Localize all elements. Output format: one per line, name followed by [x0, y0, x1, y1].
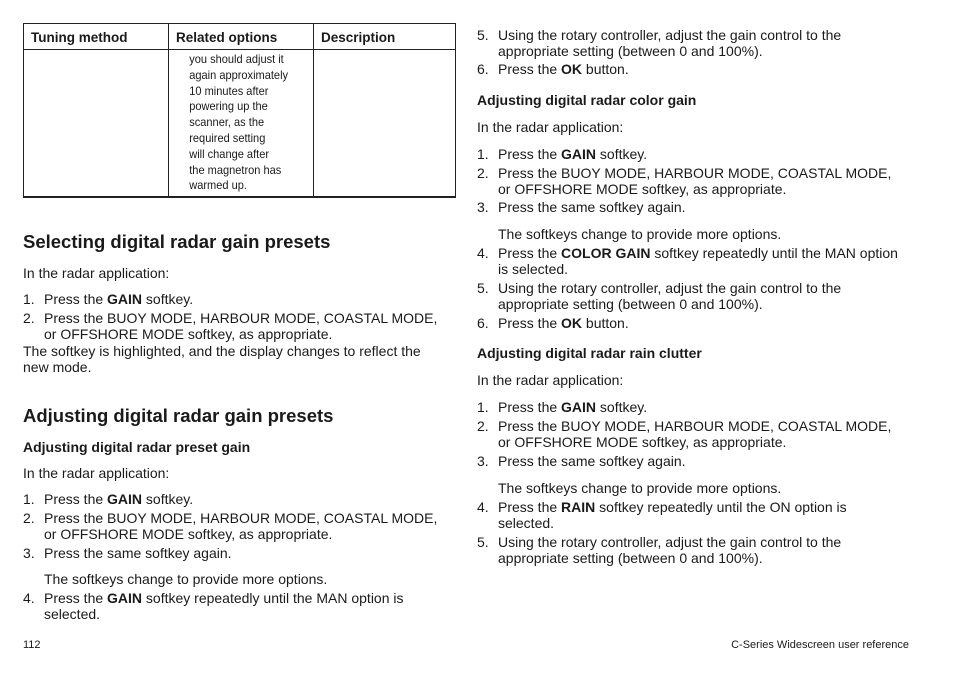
- step-text: softkey repeatedly until the MAN option is: [142, 590, 404, 606]
- section-title-selecting-gain-presets: Selecting digital radar gain presets: [23, 231, 331, 252]
- intro-text: In the radar application:: [477, 372, 624, 388]
- softkey-name: GAIN: [107, 491, 143, 507]
- step-number: 2.: [23, 510, 35, 526]
- step-text: Press the: [44, 491, 108, 507]
- step-number: 1.: [477, 399, 489, 415]
- tuning-table: [23, 23, 456, 198]
- step-number: 4.: [23, 590, 35, 606]
- note-line: new mode.: [23, 359, 92, 375]
- softkey-name: GAIN: [561, 399, 597, 415]
- step-number: 3.: [23, 545, 35, 561]
- step-text: Press the: [498, 245, 562, 261]
- step-text: Press the: [498, 146, 562, 162]
- step-number: 1.: [23, 291, 35, 307]
- step-number: 2.: [477, 165, 489, 181]
- step-number: 1.: [23, 491, 35, 507]
- step-text: softkey.: [596, 399, 648, 415]
- softkey-name: COLOR GAIN: [561, 245, 651, 261]
- step-text: Press the same softkey again.: [44, 545, 232, 561]
- step-text: softkey repeatedly until the MAN option: [650, 245, 898, 261]
- table-header-row: [24, 24, 456, 50]
- subsection-title-color-gain: Adjusting digital radar color gain: [477, 92, 697, 108]
- table-cell-related-options: [169, 50, 314, 198]
- step-text: button.: [582, 315, 629, 331]
- softkey-name: GAIN: [107, 590, 143, 606]
- softkey-name: RAIN: [561, 499, 596, 515]
- cell-line: scanner, as the: [189, 115, 265, 130]
- step-text: Press the: [498, 499, 562, 515]
- step-text: or OFFSHORE MODE softkey, as appropriate.: [44, 526, 333, 542]
- step-text: softkey repeatedly until the ON option is: [595, 499, 847, 515]
- step-number: 5.: [477, 534, 489, 550]
- step-text: Press the BUOY MODE, HARBOUR MODE, COASTAL MODE,: [44, 510, 438, 526]
- cell-line: the magnetron has: [189, 162, 282, 177]
- step-text: appropriate setting (between 0 and 100%).: [498, 296, 763, 312]
- table-row: [24, 50, 456, 198]
- step-text: Press the same softkey again.: [498, 199, 686, 215]
- softkey-name: GAIN: [107, 291, 143, 307]
- subsection-title-rain-clutter: Adjusting digital radar rain clutter: [477, 345, 702, 361]
- cell-line: powering up the: [189, 99, 268, 114]
- step-text: Press the BUOY MODE, HARBOUR MODE, COASTAL MODE,: [44, 310, 438, 326]
- section-title-adjusting-gain-presets: Adjusting digital radar gain presets: [23, 405, 334, 426]
- table-header-description: Description: [314, 24, 456, 50]
- step-note: The softkeys change to provide more options.: [498, 480, 782, 496]
- document-title: C-Series Widescreen user reference: [731, 639, 909, 651]
- step-text: Using the rotary controller, adjust the gain control to the: [498, 280, 842, 296]
- page-number: 112: [23, 639, 41, 651]
- step-text: Press the BUOY MODE, HARBOUR MODE, COASTAL MODE,: [498, 165, 892, 181]
- step-text: softkey.: [596, 146, 648, 162]
- step-text: or OFFSHORE MODE softkey, as appropriate.: [498, 181, 787, 197]
- step-text: appropriate setting (between 0 and 100%).: [498, 550, 763, 566]
- softkey-name: OK: [561, 61, 583, 77]
- step-note: The softkeys change to provide more options.: [44, 571, 328, 587]
- subsection-title-preset-gain: Adjusting digital radar preset gain: [23, 439, 251, 455]
- table-cell-description: [314, 50, 456, 198]
- cell-line: will change after: [189, 146, 270, 161]
- intro-text: In the radar application:: [23, 465, 170, 481]
- table-end-rule: [23, 196, 456, 197]
- step-number: 2.: [23, 310, 35, 326]
- step-text: selected.: [44, 606, 101, 622]
- step-text: softkey.: [142, 291, 194, 307]
- step-text: Press the same softkey again.: [498, 453, 686, 469]
- step-text: softkey.: [142, 491, 194, 507]
- cell-line: you should adjust it: [189, 52, 284, 66]
- cell-line: 10 minutes after: [189, 83, 269, 98]
- step-number: 1.: [477, 146, 489, 162]
- softkey-name: OK: [561, 315, 583, 331]
- step-note: The softkeys change to provide more options.: [498, 226, 782, 242]
- step-number: 3.: [477, 453, 489, 469]
- step-number: 2.: [477, 418, 489, 434]
- step-text: Press the BUOY MODE, HARBOUR MODE, COASTAL MODE,: [498, 418, 892, 434]
- step-text: Press the: [44, 291, 108, 307]
- step-text: Press the: [498, 315, 562, 331]
- step-number: 3.: [477, 199, 489, 215]
- step-text: selected.: [498, 515, 555, 531]
- step-text: is selected.: [498, 261, 569, 277]
- step-number: 6.: [477, 61, 489, 77]
- table-header-related-options: Related options: [169, 24, 314, 50]
- softkey-name: GAIN: [561, 146, 597, 162]
- intro-text: In the radar application:: [477, 119, 624, 135]
- step-number: 6.: [477, 315, 489, 331]
- note-line: The softkey is highlighted, and the display changes to reflect the: [23, 343, 421, 359]
- cell-line: warmed up.: [189, 178, 247, 193]
- step-number: 4.: [477, 499, 489, 515]
- step-number: 5.: [477, 27, 489, 43]
- note-text: [23, 343, 421, 375]
- cell-line: again approximately: [189, 67, 289, 82]
- table-header-tuning-method: Tuning method: [24, 24, 169, 50]
- step-text: Press the: [498, 399, 562, 415]
- step-text: button.: [582, 61, 629, 77]
- step-text: appropriate setting (between 0 and 100%).: [498, 43, 763, 59]
- step-number: 4.: [477, 245, 489, 261]
- step-text: Press the: [498, 61, 562, 77]
- step-text: or OFFSHORE MODE softkey, as appropriate.: [498, 434, 787, 450]
- step-text: Press the: [44, 590, 108, 606]
- step-text: Using the rotary controller, adjust the gain control to the: [498, 534, 842, 550]
- intro-text: In the radar application:: [23, 265, 170, 281]
- table-cell-tuning-method: [24, 50, 169, 198]
- step-text: Using the rotary controller, adjust the gain control to the: [498, 27, 842, 43]
- cell-line: required setting: [189, 130, 266, 145]
- step-text: or OFFSHORE MODE softkey, as appropriate.: [44, 326, 333, 342]
- step-number: 5.: [477, 280, 489, 296]
